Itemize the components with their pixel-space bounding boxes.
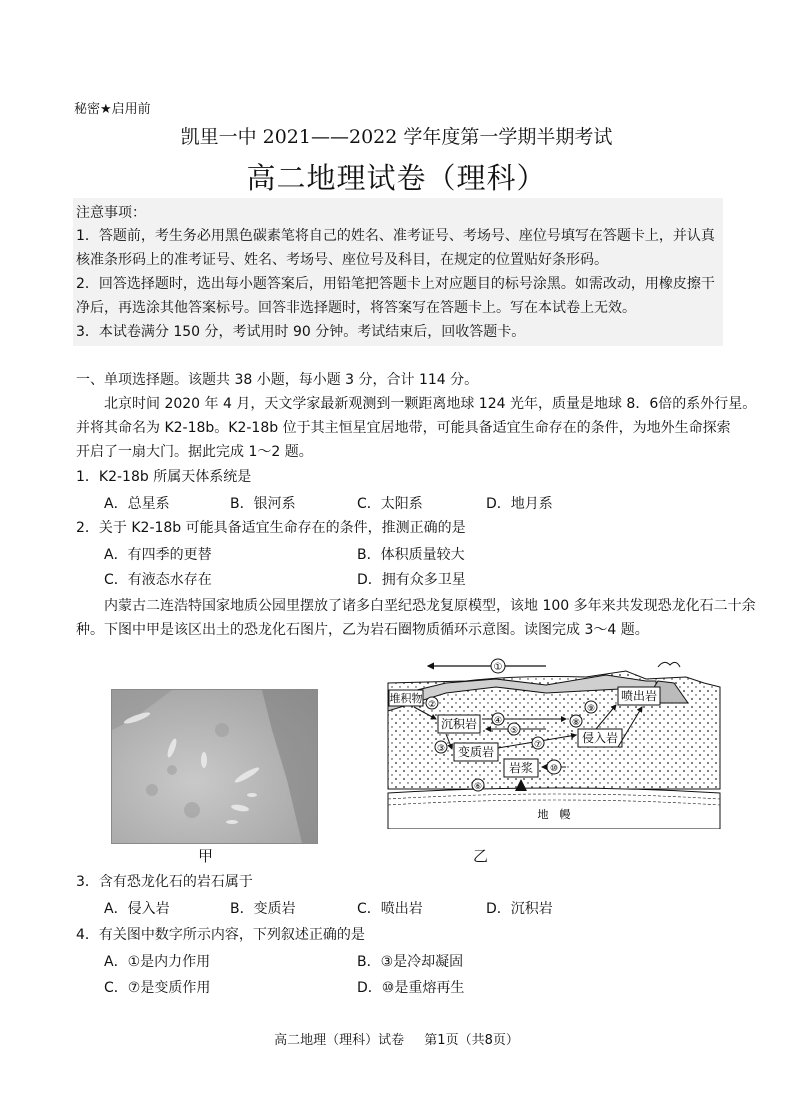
question-stem: 2．关于 K2-18b 可能具备适宜生命存在的条件，推测正确的是 — [76, 520, 466, 536]
option-c[interactable]: C．⑦是变质作用 — [104, 980, 211, 996]
notice-line: 净后，再选涂其他答案标号。回答非选择题时，将答案写在答题卡上。写在本试卷上无效。 — [76, 300, 636, 316]
confidential-mark: 秘密★启用前 — [74, 102, 151, 117]
label-n8: ⑧ — [571, 718, 581, 728]
label-intrusive-rock: 侵入岩 — [581, 731, 619, 745]
figure-jia-caption: 甲 — [198, 847, 214, 865]
label-n2: ② — [427, 700, 437, 710]
question-stem: 3．含有恐龙化石的岩石属于 — [76, 874, 253, 890]
option-c[interactable]: C．有液态水存在 — [104, 572, 212, 588]
passage-line: 内蒙古二连浩特国家地质公园里摆放了诸多白垩纪恐龙复原模型，该地 100 多年来共发现恐龙化石二十余 — [104, 598, 756, 614]
question-stem: 1．K2-18b 所属天体系统是 — [76, 469, 252, 485]
option-b[interactable]: B．体积质量较大 — [357, 547, 465, 563]
dinosaur-fossil-photo — [111, 689, 318, 844]
option-d[interactable]: D．地月系 — [486, 496, 553, 512]
option-a[interactable]: A．总星系 — [104, 496, 170, 512]
label-n1: ① — [493, 662, 503, 673]
passage-line: 北京时间 2020 年 4 月，天文学家最新观测到一颗距离地球 124 光年，质量是地球 8．6倍的系外行星。 — [104, 396, 757, 412]
page-title: 高二地理试卷（理科） — [246, 161, 547, 195]
option-d[interactable]: D．⑩是重熔再生 — [357, 980, 465, 996]
option-a[interactable]: A．侵入岩 — [104, 901, 170, 917]
notice-line: 核准条形码上的准考证号、姓名、考场号、座位号及科目，在规定的位置贴好条形码。 — [76, 252, 608, 268]
label-n9: ⑨ — [586, 704, 596, 714]
option-c[interactable]: C．喷出岩 — [357, 901, 423, 917]
label-n4: ④ — [493, 716, 503, 726]
label-sediment: 堆积物 — [389, 692, 423, 705]
notice-line: 3．本试卷满分 150 分，考试用时 90 分钟。考试结束后，回收答题卡。 — [76, 324, 526, 340]
option-a[interactable]: A．①是内力作用 — [104, 954, 211, 970]
footer-subject: 高二地理（理科）试卷 — [274, 1033, 405, 1048]
label-mantle: 地 幔 — [537, 808, 571, 821]
passage-line: 种。下图中甲是该区出土的恐龙化石图片，乙为岩石圈物质循环示意图。读图完成 3～4 题。 — [76, 622, 649, 638]
notice-line: 2．回答选择题时，选出每小题答案后，用铅笔把答题卡上对应题目的标号涂黑。如需改动，用橡皮擦干 — [76, 276, 715, 292]
option-a[interactable]: A．有四季的更替 — [104, 547, 212, 563]
passage-line: 并将其命名为 K2-18b。K2-18b 位于其主恒星宜居地带，可能具备适宜生命存在的条件，为地外生命探索 — [76, 420, 731, 436]
notice-line: 1．答题前，考生务必用黑色碳素笔将自己的姓名、准考证号、考场号、座位号填写在答题卡上，并认真 — [76, 228, 715, 244]
label-n5: ⑤ — [509, 726, 519, 736]
label-n7: ⑦ — [533, 740, 543, 750]
label-n3: ③ — [436, 744, 446, 754]
option-b[interactable]: B．③是冷却凝固 — [357, 954, 464, 970]
option-b[interactable]: B．银河系 — [230, 496, 296, 512]
label-metamorphic-rock: 变质岩 — [457, 745, 495, 759]
label-extrusive-rock: 喷出岩 — [620, 689, 658, 703]
rock-cycle-diagram — [386, 657, 722, 829]
figure-yi-caption: 乙 — [473, 847, 489, 865]
section-heading: 一、单项选择题。该题共 38 小题，每小题 3 分，合计 114 分。 — [76, 372, 479, 388]
label-magma: 岩浆 — [508, 761, 534, 775]
option-c[interactable]: C．太阳系 — [357, 496, 423, 512]
option-d[interactable]: D．拥有众多卫星 — [357, 572, 466, 588]
footer-page-number: 第1页（共8页） — [424, 1033, 519, 1048]
label-sedimentary-rock: 沉积岩 — [440, 717, 478, 731]
page-footer — [0, 1029, 793, 1048]
option-d[interactable]: D．沉积岩 — [486, 901, 553, 917]
label-n6: ⑥ — [473, 782, 483, 792]
question-stem: 4．有关图中数字所示内容，下列叙述正确的是 — [76, 927, 365, 943]
option-b[interactable]: B．变质岩 — [230, 901, 296, 917]
exam-school-title: 凯里一中 2021——2022 学年度第一学期半期考试 — [180, 126, 613, 148]
passage-line: 开启了一扇大门。据此完成 1～2 题。 — [76, 444, 313, 460]
notice-heading: 注意事项： — [76, 205, 146, 221]
label-n10: ⑩ — [549, 764, 559, 774]
